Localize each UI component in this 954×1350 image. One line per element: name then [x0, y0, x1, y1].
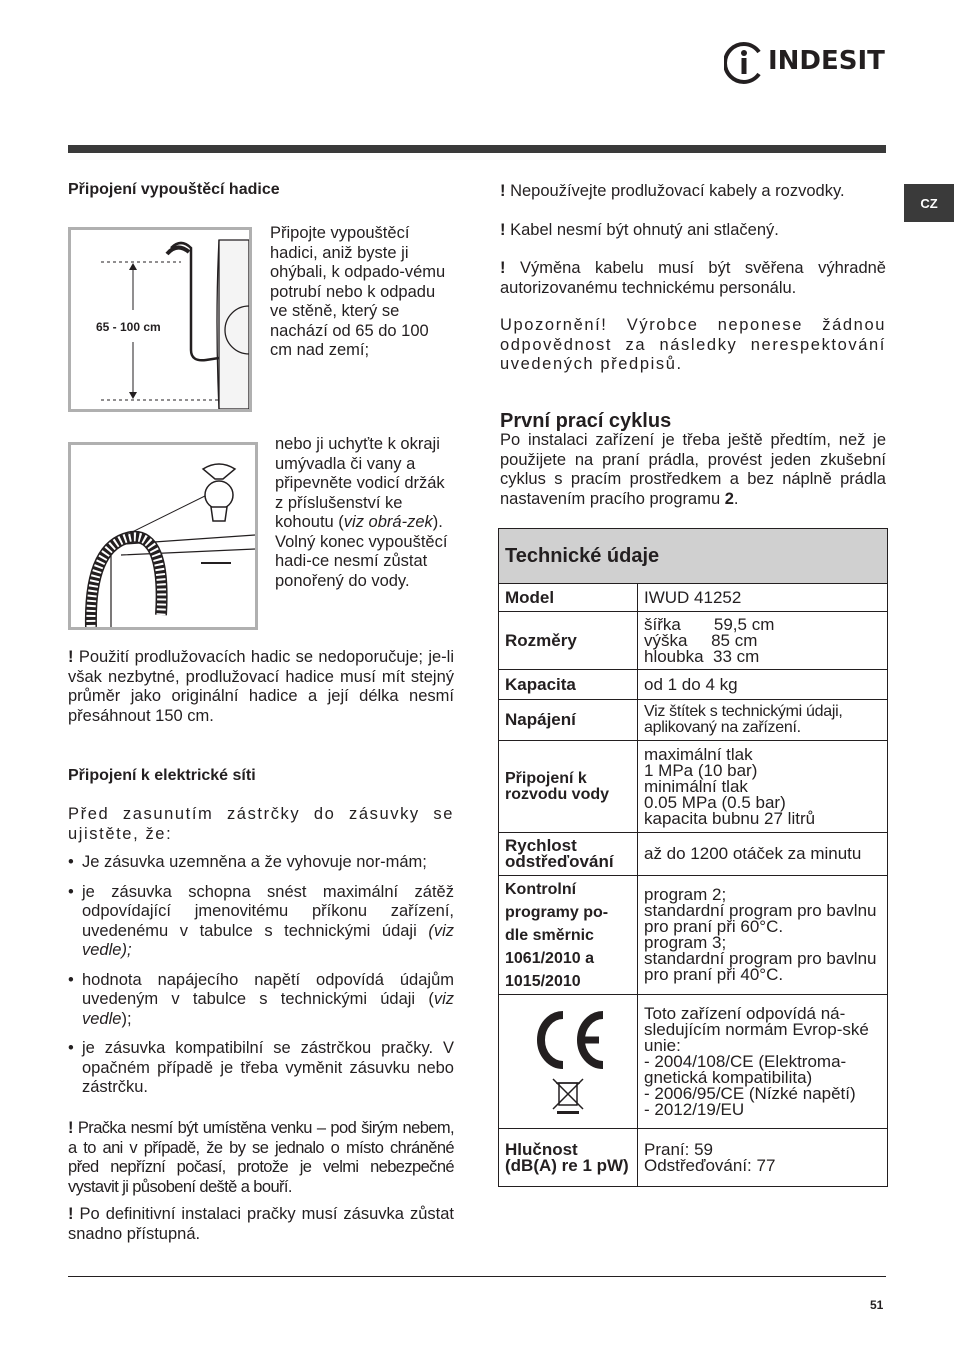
warning-extension-cables: ! Nepoužívejte prodlužovací kabely a rozvodky.	[500, 182, 845, 200]
list-item: • hodnota napájecího napětí odpovídá údajům uvedeným v tabulce s technickými údaji (viz vedle);	[68, 971, 454, 1030]
table-row: Hlučnost (dB(A) re 1 pW) Praní: 59 Odstřeďování: 77	[499, 1129, 888, 1187]
electric-heading: Připojení k elektrické síti	[68, 767, 256, 784]
warning-cable-replacement: ! Výměna kabelu musí být svěřena výhradně autorizovanému technickému personálu.	[500, 259, 886, 297]
outdoor-warning: ! Pračka nesmí být umístěna venku – pod širým nebem, a to ani v případě, že by se jednalo o místo chráněné před nepřízní počasí, protože je velmi nebezpečné vystavit ji působení deště a bouří.	[68, 1119, 454, 1196]
page-number: 51	[870, 1298, 884, 1312]
table-row: Kapacita od 1 do 4 kg	[499, 670, 888, 700]
footer-rule	[68, 1276, 886, 1277]
access-warning: ! Po definitivní instalaci pračky musí zásuvka zůstat snadno přístupná.	[68, 1205, 454, 1243]
table-row: Připojení k rozvodu vody maximální tlak 1 MPa (10 bar) minimální tlak 0.05 MPa (0.5 bar) kapacita bubnu 27 litrů	[499, 741, 888, 833]
drain-heading: Připojení vypouštěcí hadice	[68, 181, 280, 198]
ce-marking-icon	[523, 1005, 613, 1115]
table-row: Kontrolní programy po-dle směrnic 1061/2010 a 1015/2010 program 2; standardní program pro bavlnu pro praní při 60°C. program 3; standardní program pro bavlnu pro praní při 40°C.	[499, 876, 888, 995]
warning-cable-bent: ! Kabel nesmí být ohnutý ani stlačený.	[500, 221, 779, 239]
hose-guide-illustration	[71, 445, 255, 627]
drain-height-figure	[68, 227, 252, 412]
list-item: • je zásuvka schopna snést maximální zátěž odpovídající jmenovitému příkonu zařízení, uvedenému v tabulce s technickými údaji (viz vedle);	[68, 883, 454, 961]
header-rule	[68, 145, 886, 153]
extension-warning: ! Použití prodlužovacích hadic se nedoporučuje; je-li však nezbytné, prodlužovací hadice musí mít stejný průměr jako originální hadice a její délka nesmí přesáhnout 150 cm.	[68, 648, 454, 725]
drain-text-1: Připojte vypouštěcí hadici, aniž byste ji ohýbali, k odpado-vému potrubí nebo k odpadu ve stěně, který se nachází od 65 do 100 cm nad zemí;	[270, 224, 446, 359]
language-tab: CZ	[904, 184, 954, 222]
brand-name: INDESIT	[768, 46, 885, 76]
table-row: Rychlost odstřeďování až do 1200 otáček za minutu	[499, 833, 888, 876]
drain-text-2: nebo ji uchyťte k okraji umývadla či vany a připevněte vodicí držák z příslušenství ke kohoutu (viz obrá-zek). Volný konec vypouštěcí hadi-ce nesmí zůstat ponořený do vody.	[275, 435, 448, 590]
first-cycle-heading: První prací cyklus	[500, 410, 672, 432]
list-item: • Je zásuvka uzemněna a že vyhovuje nor-mám;	[68, 853, 454, 873]
electric-intro: Před zasunutím zástrčky do zásuvky se ujistěte, že:	[68, 805, 454, 843]
table-row: Napájení Viz štítek s technickými údaji, aplikovaný na zařízení.	[499, 700, 888, 741]
first-cycle-text: Po instalaci zařízení je třeba ještě předtím, než je použijete na praní prádla, provést jeden zkušební cyklus s pracím prostředkem a bez náplně prádla nastavením pracího programu 2.	[500, 431, 886, 508]
table-title: Technické údaje	[499, 529, 888, 584]
list-item: • je zásuvka kompatibilní se zástrčkou pračky. V opačném případě je třeba vyměnit zásuvku nebo zástrčku.	[68, 1039, 454, 1098]
table-row: Model IWUD 41252	[499, 584, 888, 612]
indesit-logo-mark-icon	[724, 42, 764, 84]
technical-data-table	[498, 528, 888, 1187]
hose-guide-figure	[68, 442, 258, 630]
weee-bin-icon	[553, 1079, 583, 1114]
drain-height-label: 65 - 100 cm	[96, 320, 161, 334]
table-row: Toto zařízení odpovídá ná-sledujícím normám Evrop-ské unie: - 2004/108/CE (Elektroma-gnetická kompatibilita) - 2006/95/CE (Nízké napětí) - 2012/19/EU	[499, 995, 888, 1129]
table-row: Rozměry šířka 59,5 cm výška 85 cm hloubka 33 cm	[499, 612, 888, 670]
indesit-logo	[724, 42, 888, 84]
electric-checklist	[68, 853, 454, 1108]
manufacturer-notice: Upozornění! Výrobce neponese žádnou odpovědnost za následky nerespektování uvedených předpisů.	[500, 316, 886, 373]
